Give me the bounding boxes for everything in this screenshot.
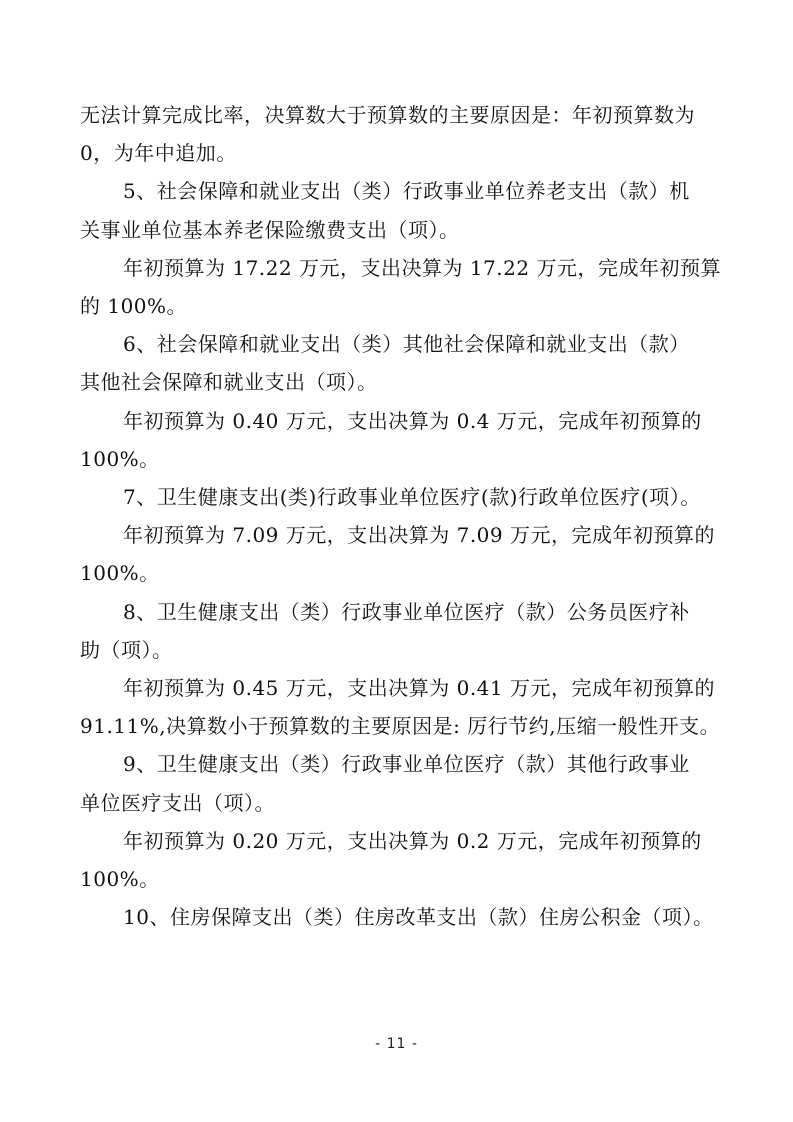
text-line: 9、卫生健康支出（类）行政事业单位医疗（款）其他行政事业 <box>123 752 690 777</box>
text-line: 100%。 <box>80 867 160 892</box>
text-line: 关事业单位基本养老保险缴费支出（项）。 <box>80 217 460 242</box>
text-line: 8、卫生健康支出（类）行政事业单位医疗（款）公务员医疗补 <box>123 599 690 624</box>
text-line: 年初预算为 0.40 万元，支出决算为 0.4 万元，完成年初预算的 <box>123 408 702 433</box>
text-line: 100%。 <box>80 561 160 586</box>
text-line: 0，为年中追加。 <box>80 141 237 166</box>
text-line: 7、卫生健康支出(类)行政事业单位医疗(款)行政单位医疗(项）。 <box>123 485 701 510</box>
text-line: 5、社会保障和就业支出（类）行政事业单位养老支出（款）机 <box>123 179 690 204</box>
text-line: 的 100%。 <box>80 294 188 319</box>
text-line: 年初预算为 0.45 万元，支出决算为 0.41 万元，完成年初预算的 <box>123 676 715 701</box>
page-number: - 11 - <box>375 1036 418 1052</box>
text-line: 无法计算完成比率，决算数大于预算数的主要原因是：年初预算数为 <box>80 103 695 127</box>
text-line: 100%。 <box>80 446 160 471</box>
text-line: 91.11%,决算数小于预算数的主要原因是: 厉行节约,压缩一般性开支。 <box>80 714 721 739</box>
document-body <box>80 96 720 936</box>
text-line: 6、社会保障和就业支出（类）其他社会保障和就业支出（款） <box>123 332 690 357</box>
text-line: 助（项）。 <box>80 637 173 662</box>
text-line: 其他社会保障和就业支出（项）。 <box>80 370 378 395</box>
text-line: 10、住房保障支出（类）住房改革支出（款）住房公积金（项）。 <box>123 905 714 930</box>
text-line: 单位医疗支出（项）。 <box>80 790 275 815</box>
text-line: 年初预算为 0.20 万元，支出决算为 0.2 万元，完成年初预算的 <box>123 828 702 853</box>
text-line: 年初预算为 7.09 万元，支出决算为 7.09 万元，完成年初预算的 <box>123 523 715 548</box>
text-line: 年初预算为 17.22 万元，支出决算为 17.22 万元，完成年初预算 <box>123 255 721 280</box>
